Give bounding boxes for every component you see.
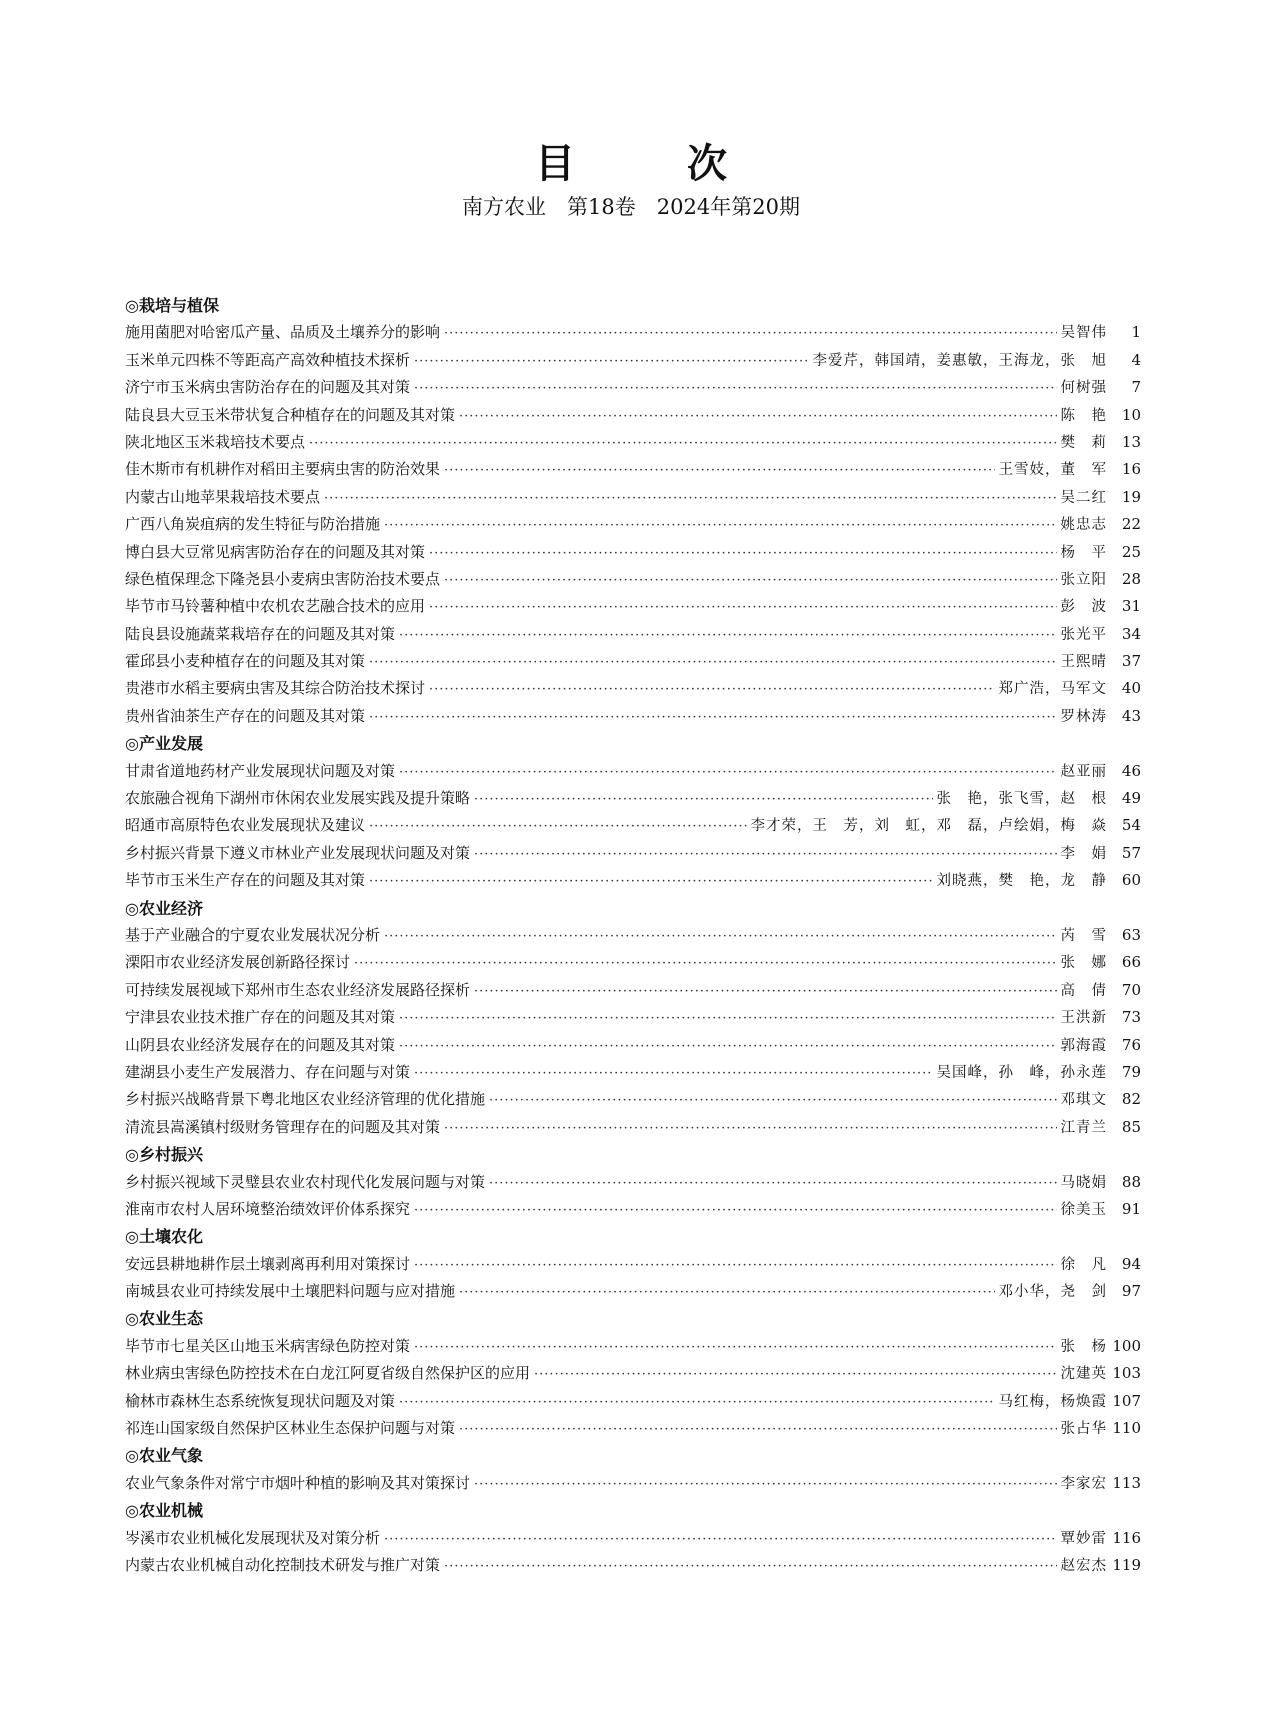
- toc-entry[interactable]: [125, 593, 1141, 620]
- article-authors: 李 娟: [1060, 845, 1107, 862]
- toc-entry[interactable]: [125, 1169, 1141, 1196]
- dot-leader: [399, 1033, 1056, 1060]
- article-title: 乡村振兴背景下遵义市林业产业发展现状问题及对策: [125, 843, 471, 862]
- article-authors: 王雪妓，董 军: [998, 462, 1107, 479]
- page-number: 113: [1112, 1473, 1141, 1492]
- dot-leader: [444, 1553, 1056, 1580]
- article-authors: 李家宏: [1060, 1475, 1107, 1492]
- article-title: 广西八角炭疽病的发生特征与防治措施: [125, 515, 381, 534]
- toc-entry[interactable]: [125, 1525, 1141, 1552]
- toc-entry[interactable]: [125, 456, 1141, 483]
- toc-entry[interactable]: [125, 1004, 1141, 1031]
- toc-entry[interactable]: [125, 812, 1141, 839]
- article-title: 基于产业融合的宁夏农业发展状况分析: [125, 925, 381, 944]
- toc-entry[interactable]: [125, 1251, 1141, 1278]
- toc-entry[interactable]: [125, 539, 1141, 566]
- dot-leader: [429, 676, 994, 703]
- page-number: 7: [1131, 378, 1141, 397]
- article-authors: 张 杨: [1060, 1338, 1107, 1355]
- article-authors: 张光平: [1060, 626, 1107, 643]
- page-number: 57: [1121, 843, 1141, 862]
- dot-leader: [429, 594, 1056, 621]
- article-authors: 马红梅，杨焕霞: [998, 1393, 1107, 1410]
- toc-entry[interactable]: [125, 511, 1141, 538]
- dot-leader: [399, 622, 1056, 649]
- article-title: 乡村振兴战略背景下粤北地区农业经济管理的优化措施: [125, 1090, 486, 1109]
- section-heading: ◎农业生态: [125, 1309, 203, 1329]
- toc-entry[interactable]: [125, 429, 1141, 456]
- page-number: 91: [1121, 1199, 1141, 1218]
- dot-leader: [414, 348, 808, 375]
- page-number: 85: [1121, 1117, 1141, 1136]
- page-number: 22: [1121, 515, 1141, 534]
- page-number: 76: [1121, 1035, 1141, 1054]
- article-title: 甘肃省道地药材产业发展现状问题及对策: [125, 761, 396, 780]
- article-authors: 王洪新: [1060, 1010, 1107, 1027]
- journal-name: 南方农业: [462, 195, 547, 219]
- article-title: 清流县嵩溪镇村级财务管理存在的问题及其对策: [125, 1117, 441, 1136]
- article-authors: 张占华: [1060, 1421, 1107, 1438]
- article-authors: 邓琪文: [1060, 1092, 1107, 1109]
- page-number: 40: [1121, 679, 1141, 698]
- toc-entry[interactable]: [125, 374, 1141, 401]
- dot-leader: [399, 1005, 1056, 1032]
- dot-leader: [429, 540, 1056, 567]
- toc-entry[interactable]: [125, 1470, 1141, 1497]
- toc-entry[interactable]: [125, 922, 1141, 949]
- article-authors: 樊 莉: [1060, 434, 1107, 451]
- dot-leader: [369, 704, 1056, 731]
- page-number: 82: [1121, 1090, 1141, 1109]
- article-authors: 张 艳，张飞雪，赵 根: [936, 791, 1107, 808]
- toc-entry[interactable]: [125, 1278, 1141, 1305]
- dot-leader: [369, 649, 1056, 676]
- article-authors: 张立阳: [1060, 571, 1107, 588]
- dot-leader: [399, 759, 1056, 786]
- article-authors: 郑广浩，马军文: [998, 681, 1107, 698]
- page-number: 34: [1121, 624, 1141, 643]
- page-number: 107: [1112, 1391, 1141, 1410]
- section-heading: ◎乡村振兴: [125, 1145, 203, 1165]
- page-number: 4: [1131, 350, 1141, 369]
- toc-entry[interactable]: [125, 1360, 1141, 1387]
- dot-leader: [444, 457, 994, 484]
- dot-leader: [324, 485, 1056, 512]
- dot-leader: [534, 1361, 1056, 1388]
- page-number: 79: [1121, 1062, 1141, 1081]
- article-authors: 何树强: [1060, 380, 1107, 397]
- table-of-contents: [125, 292, 1141, 1579]
- toc-entry[interactable]: [125, 703, 1141, 730]
- dot-leader: [444, 1115, 1056, 1142]
- dot-leader: [444, 567, 1056, 594]
- article-authors: 吴二红: [1060, 489, 1107, 506]
- dot-leader: [384, 1526, 1056, 1553]
- article-authors: 高 倩: [1060, 982, 1107, 999]
- journal-issue: 2024年第20期: [656, 195, 800, 219]
- toc-entry[interactable]: [125, 1059, 1141, 1086]
- section-heading: ◎产业发展: [125, 734, 203, 754]
- article-title: 绿色植保理念下隆尧县小麦病虫害防治技术要点: [125, 569, 441, 588]
- article-title: 南城县农业可持续发展中土壤肥料问题与应对措施: [125, 1282, 456, 1301]
- article-authors: 彭 波: [1060, 599, 1107, 616]
- article-title: 林业病虫害绿色防控技术在白龙江阿夏省级自然保护区的应用: [125, 1364, 531, 1383]
- dot-leader: [459, 1279, 994, 1306]
- page-number: 49: [1121, 789, 1141, 808]
- page-number: 97: [1121, 1282, 1141, 1301]
- article-title: 陆良县大豆玉米带状复合种植存在的问题及其对策: [125, 405, 456, 424]
- toc-entry[interactable]: [125, 785, 1141, 812]
- article-authors: 刘晓燕，樊 艳，龙 静: [936, 873, 1107, 890]
- article-authors: 江青兰: [1060, 1119, 1107, 1136]
- journal-volume: 第18卷: [567, 195, 636, 219]
- article-title: 可持续发展视域下郑州市生态农业经济发展路径探析: [125, 980, 471, 999]
- page-number: 54: [1121, 816, 1141, 835]
- article-title: 玉米单元四株不等距高产高效种植技术探析: [125, 350, 411, 369]
- article-title: 内蒙古农业机械自动化控制技术研发与推广对策: [125, 1555, 441, 1574]
- article-title: 农旅融合视角下湖州市休闲农业发展实践及提升策略: [125, 789, 471, 808]
- article-authors: 王熙晴: [1060, 654, 1107, 671]
- article-title: 陆良县设施蔬菜栽培存在的问题及其对策: [125, 624, 396, 643]
- toc-entry[interactable]: [125, 648, 1141, 675]
- toc-entry[interactable]: [125, 1114, 1141, 1141]
- article-authors: 李才荣，王 芳，刘 虹，邓 磊，卢绘娟，梅 焱: [750, 818, 1107, 835]
- toc-entry[interactable]: [125, 1086, 1141, 1113]
- dot-leader: [444, 320, 1056, 347]
- dot-leader: [399, 1389, 994, 1416]
- article-title: 博白县大豆常见病害防治存在的问题及其对策: [125, 542, 426, 561]
- dot-leader: [414, 375, 1056, 402]
- article-authors: 郭海霞: [1060, 1037, 1107, 1054]
- page-number: 63: [1121, 925, 1141, 944]
- page-number: 10: [1121, 405, 1141, 424]
- article-title: 贵港市水稻主要病虫害及其综合防治技术探讨: [125, 679, 426, 698]
- toc-entry[interactable]: [125, 1032, 1141, 1059]
- dot-leader: [459, 403, 1056, 430]
- page-number: 70: [1121, 980, 1141, 999]
- article-authors: 姚忠志: [1060, 517, 1107, 534]
- article-authors: 李爱芹，韩国靖，姜惠敏，王海龙，张 旭: [812, 352, 1107, 369]
- page-number: 31: [1121, 597, 1141, 616]
- page-number: 28: [1121, 569, 1141, 588]
- dot-leader: [474, 786, 932, 813]
- page-number: 16: [1121, 460, 1141, 479]
- toc-entry[interactable]: [125, 484, 1141, 511]
- article-title: 施用菌肥对哈密瓜产量、品质及土壤养分的影响: [125, 323, 441, 342]
- article-title: 榆林市森林生态系统恢复现状问题及对策: [125, 1391, 396, 1410]
- page-number: 60: [1121, 871, 1141, 890]
- page-number: 43: [1121, 706, 1141, 725]
- article-title: 建湖县小麦生产发展潜力、存在问题与对策: [125, 1062, 411, 1081]
- article-authors: 吴智伟: [1060, 325, 1107, 342]
- dot-leader: [384, 512, 1056, 539]
- section-heading: ◎栽培与植保: [125, 296, 219, 315]
- article-authors: 徐 凡: [1060, 1256, 1107, 1273]
- toc-entry[interactable]: [125, 840, 1141, 867]
- article-title: 陕北地区玉米栽培技术要点: [125, 432, 306, 451]
- toc-entry[interactable]: [125, 758, 1141, 785]
- dot-leader: [369, 813, 746, 840]
- page-number: 19: [1121, 487, 1141, 506]
- dot-leader: [384, 923, 1056, 950]
- article-authors: 陈 艳: [1060, 407, 1107, 424]
- article-title: 贵州省油茶生产存在的问题及其对策: [125, 706, 366, 725]
- article-title: 安远县耕地耕作层土壤剥离再利用对策探讨: [125, 1254, 411, 1273]
- page-number: 116: [1112, 1528, 1141, 1547]
- dot-leader: [354, 950, 1056, 977]
- section-heading: ◎农业气象: [125, 1446, 203, 1466]
- dot-leader: [459, 1416, 1056, 1443]
- article-title: 宁津县农业技术推广存在的问题及其对策: [125, 1008, 396, 1027]
- page-number: 94: [1121, 1254, 1141, 1273]
- article-title: 内蒙古山地苹果栽培技术要点: [125, 487, 321, 506]
- article-authors: 邓小华，尧 剑: [998, 1284, 1107, 1301]
- dot-leader: [489, 1087, 1056, 1114]
- section-heading: ◎土壤农化: [125, 1227, 203, 1247]
- toc-entry[interactable]: [125, 1552, 1141, 1579]
- article-title: 山阴县农业经济发展存在的问题及其对策: [125, 1035, 396, 1054]
- article-authors: 沈建英: [1060, 1366, 1107, 1383]
- page-number: 110: [1112, 1419, 1141, 1438]
- dot-leader: [414, 1197, 1056, 1224]
- toc-entry[interactable]: [125, 1388, 1141, 1415]
- dot-leader: [414, 1060, 932, 1087]
- toc-entry[interactable]: [125, 621, 1141, 648]
- article-authors: 杨 平: [1060, 544, 1107, 561]
- page-number: 73: [1121, 1008, 1141, 1027]
- article-title: 祁连山国家级自然保护区林业生态保护问题与对策: [125, 1419, 456, 1438]
- article-title: 溧阳市农业经济发展创新路径探讨: [125, 953, 351, 972]
- toc-entry[interactable]: [125, 566, 1141, 593]
- page-number: 25: [1121, 542, 1141, 561]
- page-number: 46: [1121, 761, 1141, 780]
- article-authors: 赵宏杰: [1060, 1557, 1107, 1574]
- toc-entry[interactable]: [125, 402, 1141, 429]
- page-number: 100: [1112, 1336, 1141, 1355]
- article-title: 岑溪市农业机械化发展现状及对策分析: [125, 1528, 381, 1547]
- article-authors: 芮 雪: [1060, 927, 1107, 944]
- article-title: 佳木斯市有机耕作对稻田主要病虫害的防治效果: [125, 460, 441, 479]
- article-authors: 覃妙雷: [1060, 1530, 1107, 1547]
- dot-leader: [309, 430, 1056, 457]
- toc-entry[interactable]: [125, 1333, 1141, 1360]
- article-title: 农业气象条件对常宁市烟叶种植的影响及其对策探讨: [125, 1473, 471, 1492]
- page-number: 119: [1112, 1555, 1141, 1574]
- article-title: 毕节市玉米生产存在的问题及其对策: [125, 871, 366, 890]
- dot-leader: [414, 1334, 1056, 1361]
- journal-issue-line: [0, 192, 1262, 222]
- page-number: 1: [1131, 323, 1141, 342]
- dot-leader: [369, 868, 932, 895]
- dot-leader: [474, 978, 1056, 1005]
- page-number: 103: [1112, 1364, 1141, 1383]
- article-authors: 马晓娟: [1060, 1174, 1107, 1191]
- section-heading: ◎农业机械: [125, 1501, 203, 1521]
- article-title: 乡村振兴视域下灵璧县农业农村现代化发展问题与对策: [125, 1172, 486, 1191]
- article-title: 毕节市马铃薯种植中农机农艺融合技术的应用: [125, 597, 426, 616]
- page-number: 66: [1121, 953, 1141, 972]
- article-title: 济宁市玉米病虫害防治存在的问题及其对策: [125, 378, 411, 397]
- toc-entry[interactable]: [125, 977, 1141, 1004]
- page-number: 13: [1121, 432, 1141, 451]
- article-authors: 徐美玉: [1060, 1201, 1107, 1218]
- toc-entry[interactable]: [125, 347, 1141, 374]
- article-authors: 罗林涛: [1060, 708, 1107, 725]
- dot-leader: [489, 1170, 1056, 1197]
- dot-leader: [414, 1252, 1056, 1279]
- article-title: 毕节市七星关区山地玉米病害绿色防控对策: [125, 1336, 411, 1355]
- page-number: 88: [1121, 1172, 1141, 1191]
- page-title: 目 次: [535, 140, 763, 187]
- dot-leader: [474, 841, 1056, 868]
- page-number: 37: [1121, 652, 1141, 671]
- toc-entry[interactable]: [125, 319, 1141, 346]
- toc-entry[interactable]: [125, 1196, 1141, 1223]
- article-title: 淮南市农村人居环境整治绩效评价体系探究: [125, 1199, 411, 1218]
- article-title: 霍邱县小麦种植存在的问题及其对策: [125, 652, 366, 671]
- article-authors: 吴国峰，孙 峰，孙永莲: [936, 1064, 1107, 1081]
- article-title: 昭通市高原特色农业发展现状及建议: [125, 816, 366, 835]
- toc-entry[interactable]: [125, 675, 1141, 702]
- article-authors: 张 娜: [1060, 955, 1107, 972]
- toc-entry[interactable]: [125, 867, 1141, 894]
- article-authors: 赵亚丽: [1060, 763, 1107, 780]
- toc-entry[interactable]: [125, 1415, 1141, 1442]
- section-heading: ◎农业经济: [125, 898, 203, 918]
- dot-leader: [474, 1471, 1056, 1498]
- toc-entry[interactable]: [125, 949, 1141, 976]
